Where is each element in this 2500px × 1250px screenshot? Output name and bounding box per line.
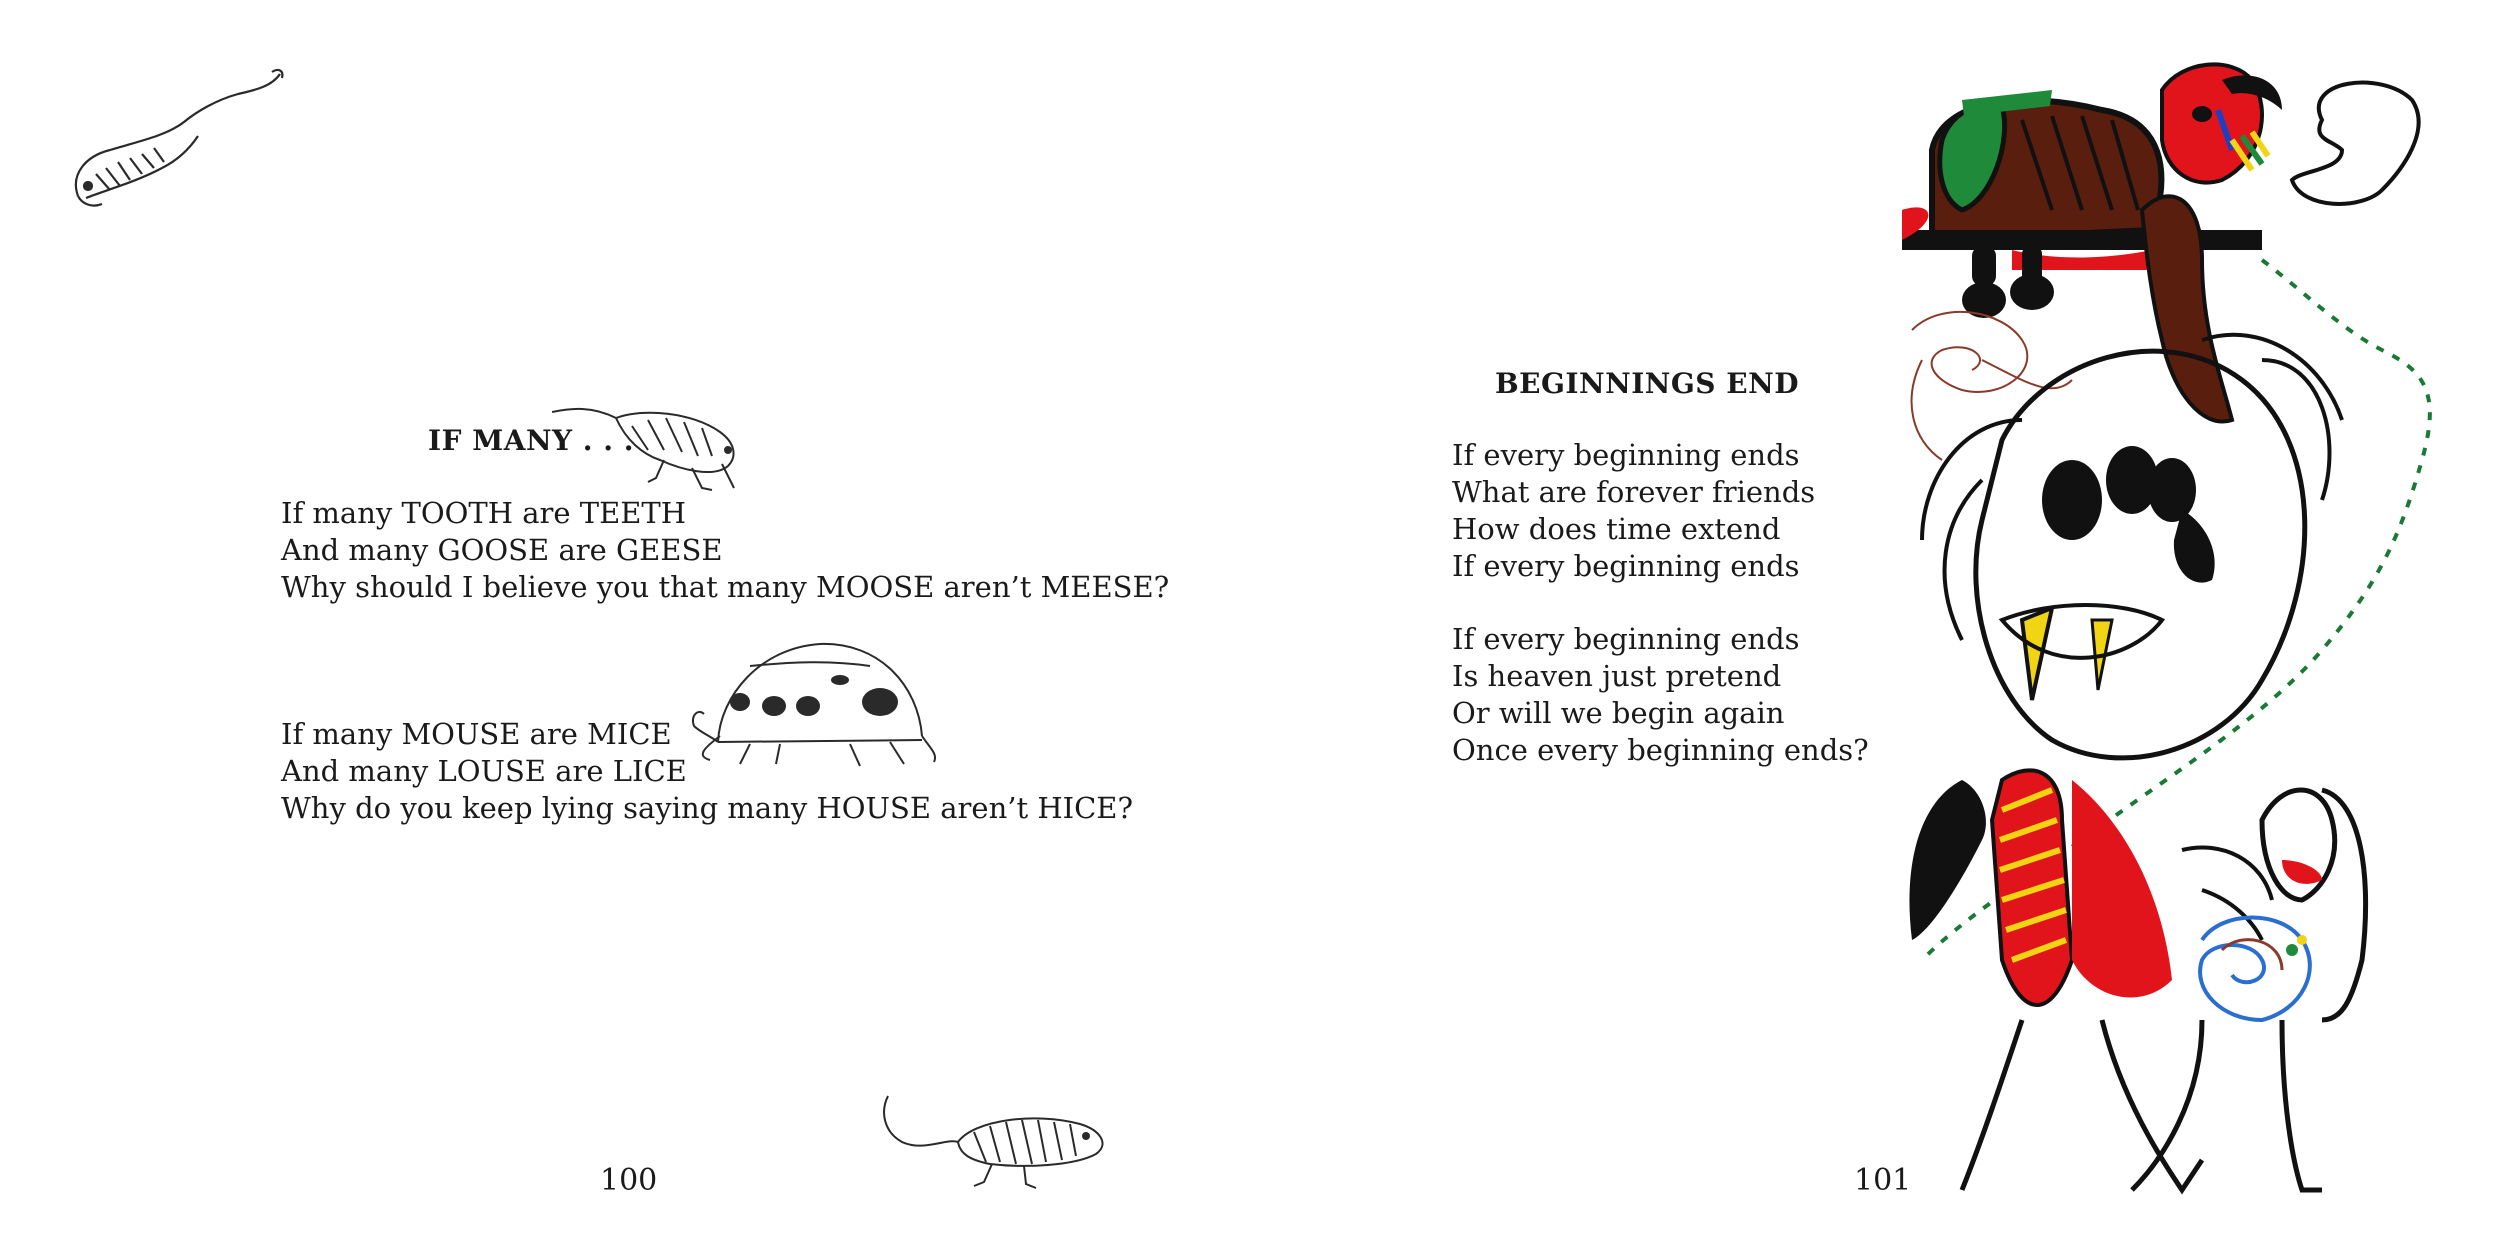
- page-number: 100: [600, 1163, 658, 1198]
- child-marker-drawing: [1902, 60, 2462, 1200]
- poem-line: Once every beginning ends?: [1452, 733, 1869, 767]
- poem-line: Is heaven just pretend: [1452, 659, 1782, 693]
- poem-stanza-1: [281, 495, 1169, 606]
- mouse-sketch-title: [552, 398, 742, 493]
- poem-line: If many TOOTH are TEETH: [281, 496, 687, 530]
- poem-line: Why do you keep lying saying many HOUSE aren’t HICE?: [281, 791, 1133, 825]
- poem-title: BEGINNINGS END: [1495, 367, 1799, 400]
- poem-line: If every beginning ends: [1452, 622, 1800, 656]
- poem-stanza-2: [281, 716, 1133, 827]
- mouse-sketch-top-left: [66, 64, 286, 214]
- poem-line: Why should I believe you that many MOOSE aren’t MEESE?: [281, 570, 1170, 604]
- poem-title: IF MANY . . .: [428, 424, 635, 457]
- poem-line: If many MOUSE are MICE: [281, 717, 672, 751]
- poem-line: And many GOOSE are GEESE: [281, 533, 723, 567]
- poem-line: What are forever friends: [1452, 475, 1816, 509]
- mouse-sketch-bottom: [874, 1092, 1114, 1192]
- poem-line: Or will we begin again: [1452, 696, 1785, 730]
- right-page: [1250, 0, 2500, 1250]
- poem-stanza-2: [1452, 621, 1869, 769]
- poem-line: How does time extend: [1452, 512, 1781, 546]
- poem-line: And many LOUSE are LICE: [281, 754, 687, 788]
- page-number: 101: [1854, 1163, 1912, 1198]
- poem-line: If every beginning ends: [1452, 549, 1800, 583]
- poem-line: If every beginning ends: [1452, 438, 1800, 472]
- poem-stanza-1: [1452, 437, 1815, 585]
